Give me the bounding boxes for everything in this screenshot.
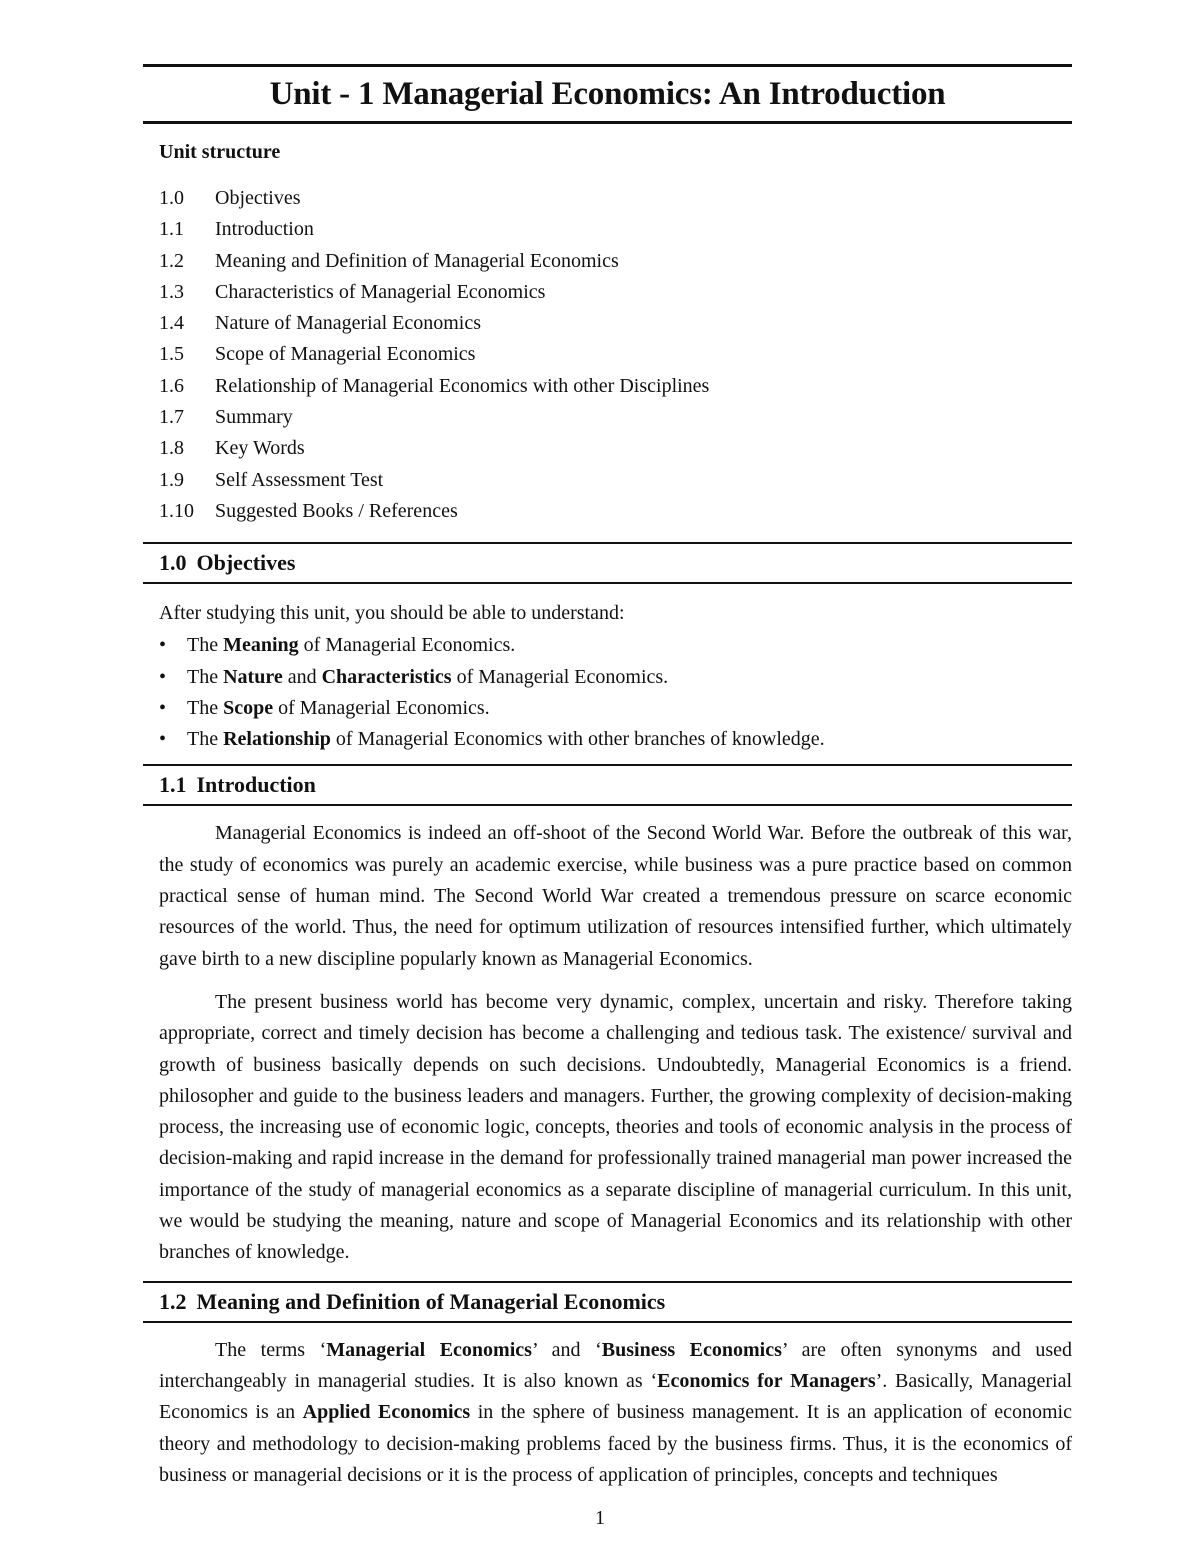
section-title: Meaning and Definition of Managerial Economics <box>196 1288 666 1314</box>
toc-item-label: Meaning and Definition of Managerial Economics <box>215 249 619 272</box>
bullet-icon: • <box>159 728 167 751</box>
toc-item <box>159 372 1072 403</box>
toc-item-number: 1.6 <box>159 374 184 397</box>
list-item <box>159 631 1072 662</box>
toc-item <box>159 278 1072 309</box>
toc-item-number: 1.5 <box>159 343 184 366</box>
section-title: Introduction <box>196 772 316 798</box>
toc-item-number: 1.0 <box>159 187 184 209</box>
section-number: 1.0 <box>159 550 187 576</box>
section-heading-objectives <box>143 542 1072 584</box>
toc-item <box>159 466 1072 497</box>
bullet-text: The Relationship of Managerial Economics with other branches of knowledge. <box>187 728 825 751</box>
section-title: Objectives <box>196 550 296 576</box>
toc-item-number: 1.7 <box>159 406 184 429</box>
toc-item-label: Scope of Managerial Economics <box>215 343 476 366</box>
toc-item-label: Objectives <box>215 187 301 209</box>
bullet-text: The Scope of Managerial Economics. <box>187 696 490 719</box>
list-item <box>159 663 1072 694</box>
section-heading-introduction <box>143 764 1072 806</box>
bullet-text: The Meaning of Managerial Economics. <box>187 634 516 657</box>
toc-item-label: Characteristics of Managerial Economics <box>215 280 546 303</box>
introduction-paragraph-1: Managerial Economics is indeed an off-shoot of the Second World War. Before the outbreak of this war, the study of economics was purely an academic exercise, while business was a pure practice based on common practical sense of human mind. The Second World War created a tremendous pressure on scarce economic resources of the world. Thus, the need for optimum utilization of resources intensified further, which ultimately gave birth to a new discipline popularly known as Managerial Economics. <box>159 822 1072 970</box>
toc-item <box>159 340 1072 371</box>
toc-item-number: 1.2 <box>159 249 184 272</box>
page-number: 1 <box>595 1507 605 1529</box>
bullet-icon: • <box>159 696 167 719</box>
toc-item <box>159 309 1072 340</box>
objectives-intro: After studying this unit, you should be able to understand: <box>159 602 625 625</box>
page-title: Unit - 1 Managerial Economics: An Introduction <box>269 75 946 112</box>
list-item <box>159 694 1072 725</box>
toc-item-number: 1.8 <box>159 437 184 460</box>
document-page <box>143 64 1072 1491</box>
toc-item-number: 1.10 <box>159 499 194 522</box>
list-item <box>159 725 1072 756</box>
toc-item <box>159 247 1072 278</box>
bullet-text: The Nature and Characteristics of Managerial Economics. <box>187 665 669 688</box>
toc-item-label: Introduction <box>215 218 314 241</box>
toc-item <box>159 434 1072 465</box>
toc-item-label: Relationship of Managerial Economics with other Disciplines <box>215 374 710 397</box>
toc-item <box>159 215 1072 246</box>
bullet-icon: • <box>159 665 167 688</box>
toc-item-number: 1.4 <box>159 312 184 335</box>
toc-item-number: 1.1 <box>159 218 184 241</box>
toc-item <box>159 497 1072 528</box>
toc-item <box>159 184 1072 215</box>
table-of-contents <box>159 184 1072 528</box>
meaning-paragraph: The terms ‘Managerial Economics’ and ‘Business Economics’ are often synonyms and used interchangeably in managerial studies. It is also known as ‘Economics for Managers’. Basically, Managerial Economics is an Applied Economics in the sphere of business management. It is an application of economic theory and methodology to decision-making problems faced by the business firms. Thus, it is the economics of business or managerial decisions or it is the process of application of principles, concepts and techniques <box>159 1338 1073 1486</box>
toc-item-number: 1.9 <box>159 468 184 491</box>
toc-item-number: 1.3 <box>159 280 184 303</box>
title-box <box>143 64 1072 124</box>
unit-structure-label: Unit structure <box>159 141 281 163</box>
section-heading-meaning <box>143 1281 1072 1323</box>
toc-item-label: Nature of Managerial Economics <box>215 312 482 335</box>
introduction-paragraph-2: The present business world has become very dynamic, complex, uncertain and risky. Therefore taking appropriate, correct and timely decision has become a challenging and tedious task. The existence/ survival and growth of business basically depends on such decisions. Undoubtedly, Managerial Economics is a friend. philosopher and guide to the business leaders and managers. Further, the growing complexity of decision-making process, the increasing use of economic logic, concepts, theories and tools of economic analysis in the process of decision-making and rapid increase in the demand for professionally trained managerial man power increased the importance of the study of managerial economics as a separate discipline of managerial curriculum. In this unit, we would be studying the meaning, nature and scope of Managerial Economics and its relationship with other branches of knowledge. <box>159 990 1072 1264</box>
toc-item <box>159 403 1072 434</box>
section-number: 1.2 <box>159 1288 187 1314</box>
toc-item-label: Key Words <box>215 437 305 460</box>
section-number: 1.1 <box>159 772 187 798</box>
toc-item-label: Self Assessment Test <box>215 468 384 491</box>
bullet-icon: • <box>159 634 167 657</box>
objectives-list <box>159 631 1072 756</box>
toc-item-label: Summary <box>215 406 293 429</box>
toc-item-label: Suggested Books / References <box>215 499 458 522</box>
